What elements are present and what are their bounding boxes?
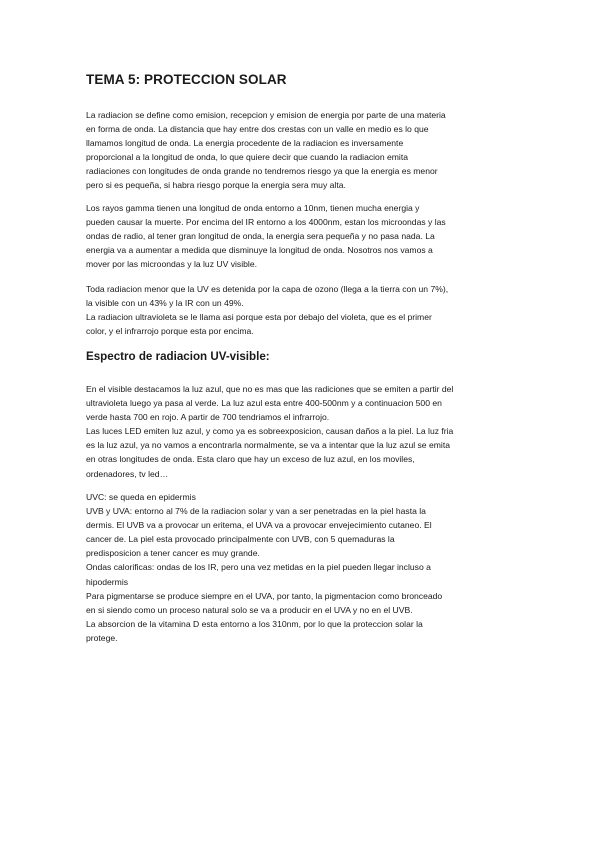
paragraph-rayos-gamma	[86, 201, 516, 271]
text-line: UVB y UVA: entorno al 7% de la radiacion solar y van a ser penetradas en la piel hasta la	[86, 506, 426, 517]
text-line: color, y el infrarrojo porque esta por encima.	[86, 326, 254, 337]
text-line: hipodermis	[86, 576, 129, 587]
text-line: La radiacion ultravioleta se le llama asi porque esta por debajo del violeta, que es el primer	[86, 312, 432, 323]
text-line: Los rayos gamma tienen una longitud de onda entorno a 10nm, tienen mucha energia y	[86, 203, 420, 213]
text-line: protege.	[86, 632, 118, 643]
text-line: En el visible destacamos la luz azul, que no es mas que las radiciones que se emiten a partir del	[86, 384, 454, 394]
text-line: proporcional a la longitud de onda, lo que quiere decir que cuando la radiacion emita	[86, 152, 409, 163]
document-title: TEMA 5: PROTECCION SOLAR	[86, 72, 287, 87]
text-line: La radiacion se define como emision, recepcion y emision de energia por parte de una materia	[86, 110, 446, 120]
text-line: ondas de radio, al tener gran longitud de onda, la energia sera pequeña y no pasa nada. La	[86, 231, 435, 242]
text-line: llamamos longitud de onda. La energia procedente de la radiacion es inversamente	[86, 138, 404, 149]
text-line: en forma de onda. La distancia que hay entre dos crestas con un valle en medio es lo que	[86, 124, 429, 135]
paragraph-ozono	[86, 282, 516, 338]
text-line: UVC: se queda en epidermis	[86, 492, 196, 502]
text-line: ultravioleta luego ya pasa al verde. La luz azul esta entre 400-500nm y a continuacion 500 en	[86, 398, 442, 409]
paragraph-luz-azul	[86, 382, 516, 481]
text-line: radiaciones con longitudes de onda grande no tendremos riesgo ya que la energia es menor	[86, 166, 438, 177]
text-line: Para pigmentarse se produce siempre en el UVA, por tanto, la pigmentacion como bronceado	[86, 590, 443, 601]
text-line: cancer de. La piel esta provocado principalmente con UVB, con 5 quemaduras la	[86, 534, 395, 545]
text-line: La absorcion de la vitamina D esta entorno a los 310nm, por lo que la proteccion solar la	[86, 618, 423, 629]
text-line: es la luz azul, ya no vamos a encontrarla normalmente, se va a intentar que la luz azul se emita	[86, 440, 450, 451]
text-line: energia va a aumentar a medida que disminuye la longitud de onda. Nosotros nos vamos a	[86, 245, 433, 256]
text-line: la visible con un 43% y la IR con un 49%.	[86, 298, 244, 309]
text-line: Toda radiacion menor que la UV es detenida por la capa de ozono (llega a la tierra con un 7%),	[86, 284, 449, 294]
text-line: en otras longitudes de onda. Esta claro que hay un exceso de luz azul, en los moviles,	[86, 454, 415, 465]
text-line: pueden causar la muerte. Por encima del IR entorno a los 4000nm, estan los microondas y las	[86, 217, 446, 228]
section-heading: Espectro de radiacion UV-visible:	[86, 350, 270, 363]
text-line: ordenadores, tv led…	[86, 468, 169, 479]
paragraph-uv-types	[86, 490, 516, 645]
text-line: dermis. El UVB va a provocar un eritema, el UVA va a provocar envejecimiento cutaneo. El	[86, 520, 432, 531]
text-line: mover por las microondas y la luz UV visible.	[86, 259, 257, 270]
text-line: Ondas calorificas: ondas de los IR, pero una vez metidas en la piel pueden llegar incluso a	[86, 562, 431, 573]
text-line: pero si es pequeña, si habra riesgo porque la energia sera muy alta.	[86, 180, 346, 191]
text-line: predisposicion a tener cancer es muy grande.	[86, 548, 260, 559]
text-line: verde hasta 700 en rojo. A partir de 700 tendriamos el infrarrojo.	[86, 412, 330, 423]
text-line: Las luces LED emiten luz azul, y como ya es sobreexposicion, causan daños a la piel. La luz fria	[86, 426, 454, 437]
paragraph-radiacion	[86, 108, 516, 193]
text-line: en si siendo como un proceso natural solo se va a producir en el UVA y no en el UVB.	[86, 604, 413, 615]
